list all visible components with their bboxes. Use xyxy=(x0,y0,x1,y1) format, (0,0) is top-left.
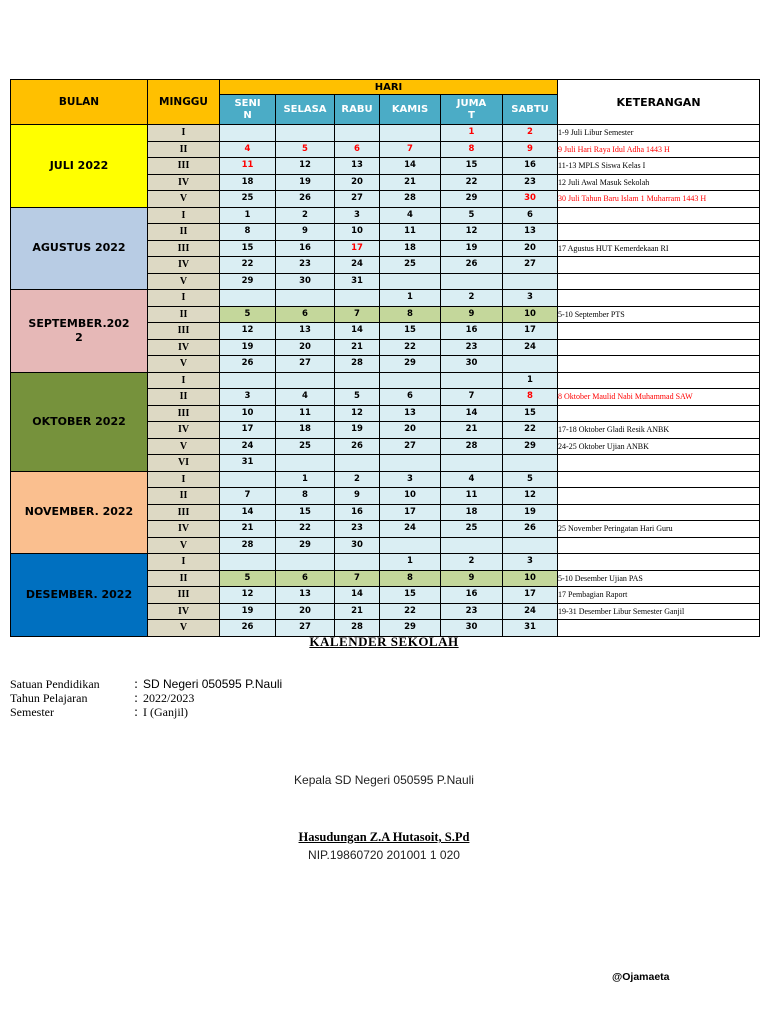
date-cell xyxy=(335,372,380,389)
date-cell: 3 xyxy=(335,207,380,224)
date-cell xyxy=(503,455,558,472)
date-cell: 18 xyxy=(220,174,276,191)
date-cell: 4 xyxy=(276,389,335,406)
satuan-value: SD Negeri 050595 P.Nauli xyxy=(143,677,283,691)
date-cell: 17 xyxy=(503,323,558,340)
note-cell: 25 November Peringatan Hari Guru xyxy=(558,521,760,538)
date-cell: 30 xyxy=(335,537,380,554)
date-cell: 19 xyxy=(276,174,335,191)
tahun-value: 2022/2023 xyxy=(143,691,195,705)
week-cell: II xyxy=(148,488,220,505)
week-cell: V xyxy=(148,356,220,373)
date-cell xyxy=(380,273,441,290)
date-cell: 1 xyxy=(276,471,335,488)
week-cell: II xyxy=(148,224,220,241)
date-cell xyxy=(380,372,441,389)
date-cell: 13 xyxy=(503,224,558,241)
note-cell xyxy=(558,471,760,488)
date-cell: 26 xyxy=(441,257,503,274)
date-cell: 2 xyxy=(503,125,558,142)
day-header: JUMA T xyxy=(441,95,503,125)
date-cell: 5 xyxy=(335,389,380,406)
date-cell: 22 xyxy=(220,257,276,274)
date-cell: 16 xyxy=(503,158,558,175)
note-cell: 24-25 Oktober Ujian ANBK xyxy=(558,438,760,455)
note-cell xyxy=(558,554,760,571)
date-cell: 25 xyxy=(380,257,441,274)
date-cell: 8 xyxy=(441,141,503,158)
date-cell xyxy=(441,455,503,472)
date-cell: 30 xyxy=(503,191,558,208)
week-cell: VI xyxy=(148,455,220,472)
date-cell: 30 xyxy=(276,273,335,290)
week-cell: III xyxy=(148,240,220,257)
date-cell: 4 xyxy=(380,207,441,224)
date-cell: 9 xyxy=(503,141,558,158)
date-cell: 4 xyxy=(220,141,276,158)
date-cell: 27 xyxy=(380,438,441,455)
date-cell: 8 xyxy=(220,224,276,241)
week-cell: I xyxy=(148,471,220,488)
date-cell: 12 xyxy=(441,224,503,241)
date-cell xyxy=(335,125,380,142)
date-cell: 30 xyxy=(441,356,503,373)
date-cell xyxy=(276,372,335,389)
week-cell: I xyxy=(148,290,220,307)
colon: : xyxy=(134,705,139,719)
week-cell: I xyxy=(148,554,220,571)
date-cell: 20 xyxy=(503,240,558,257)
week-cell: III xyxy=(148,323,220,340)
date-cell: 5 xyxy=(276,141,335,158)
note-cell xyxy=(558,207,760,224)
date-cell xyxy=(503,537,558,554)
date-cell: 18 xyxy=(441,504,503,521)
week-cell: I xyxy=(148,125,220,142)
date-cell: 27 xyxy=(335,191,380,208)
week-cell: IV xyxy=(148,603,220,620)
date-cell: 5 xyxy=(220,306,276,323)
week-cell: V xyxy=(148,273,220,290)
page-title xyxy=(0,634,768,650)
day-header: SELASA xyxy=(276,95,335,125)
minggu-header: MINGGU xyxy=(148,80,220,125)
date-cell: 10 xyxy=(220,405,276,422)
note-cell xyxy=(558,339,760,356)
date-cell: 16 xyxy=(441,587,503,604)
page-title-text: KALENDER SEKOLAH xyxy=(309,634,459,649)
colon: : xyxy=(134,691,139,705)
table-row xyxy=(11,125,760,142)
date-cell: 26 xyxy=(220,620,276,637)
satuan-label: Satuan Pendidikan xyxy=(10,677,100,691)
date-cell: 20 xyxy=(276,603,335,620)
date-cell: 19 xyxy=(220,603,276,620)
note-cell: 12 Juli Awal Masuk Sekolah xyxy=(558,174,760,191)
date-cell: 23 xyxy=(335,521,380,538)
date-cell: 17 xyxy=(220,422,276,439)
month-cell: NOVEMBER. 2022 xyxy=(11,471,148,554)
colon: : xyxy=(134,677,139,691)
date-cell xyxy=(380,537,441,554)
date-cell xyxy=(276,125,335,142)
date-cell: 16 xyxy=(276,240,335,257)
date-cell: 31 xyxy=(220,455,276,472)
date-cell: 2 xyxy=(441,554,503,571)
date-cell: 7 xyxy=(441,389,503,406)
date-cell: 25 xyxy=(441,521,503,538)
date-cell: 8 xyxy=(276,488,335,505)
date-cell: 26 xyxy=(335,438,380,455)
table-row xyxy=(11,554,760,571)
note-cell xyxy=(558,372,760,389)
date-cell: 15 xyxy=(503,405,558,422)
date-cell: 1 xyxy=(380,290,441,307)
date-cell: 16 xyxy=(441,323,503,340)
date-cell: 9 xyxy=(441,570,503,587)
week-cell: I xyxy=(148,207,220,224)
date-cell: 17 xyxy=(335,240,380,257)
date-cell xyxy=(380,125,441,142)
date-cell: 24 xyxy=(503,339,558,356)
date-cell: 30 xyxy=(441,620,503,637)
month-cell: DESEMBER. 2022 xyxy=(11,554,148,637)
date-cell: 14 xyxy=(335,587,380,604)
date-cell: 13 xyxy=(276,323,335,340)
date-cell: 5 xyxy=(503,471,558,488)
date-cell: 10 xyxy=(503,570,558,587)
date-cell: 1 xyxy=(220,207,276,224)
date-cell: 24 xyxy=(380,521,441,538)
date-cell: 6 xyxy=(380,389,441,406)
date-cell xyxy=(441,372,503,389)
note-cell: 9 Juli Hari Raya Idul Adha 1443 H xyxy=(558,141,760,158)
date-cell: 11 xyxy=(441,488,503,505)
date-cell: 29 xyxy=(220,273,276,290)
week-cell: IV xyxy=(148,257,220,274)
month-cell: OKTOBER 2022 xyxy=(11,372,148,471)
note-cell: 11-13 MPLS Siswa Kelas I xyxy=(558,158,760,175)
date-cell: 28 xyxy=(220,537,276,554)
week-cell: III xyxy=(148,504,220,521)
week-cell: V xyxy=(148,191,220,208)
tahun-label: Tahun Pelajaran xyxy=(10,691,88,705)
note-cell xyxy=(558,455,760,472)
day-header: RABU xyxy=(335,95,380,125)
date-cell xyxy=(441,273,503,290)
date-cell: 15 xyxy=(441,158,503,175)
date-cell: 1 xyxy=(503,372,558,389)
credit-text: @Ojamaeta xyxy=(612,971,670,983)
date-cell xyxy=(380,455,441,472)
date-cell: 11 xyxy=(380,224,441,241)
week-cell: IV xyxy=(148,174,220,191)
date-cell xyxy=(335,455,380,472)
note-cell xyxy=(558,290,760,307)
week-cell: V xyxy=(148,620,220,637)
note-cell xyxy=(558,323,760,340)
date-cell xyxy=(276,455,335,472)
date-cell: 4 xyxy=(441,471,503,488)
week-cell: IV xyxy=(148,422,220,439)
date-cell: 12 xyxy=(276,158,335,175)
note-cell: 8 Oktober Maulid Nabi Muhammad SAW xyxy=(558,389,760,406)
date-cell: 27 xyxy=(276,620,335,637)
date-cell: 11 xyxy=(276,405,335,422)
bulan-header: BULAN xyxy=(11,80,148,125)
date-cell: 7 xyxy=(380,141,441,158)
date-cell: 18 xyxy=(276,422,335,439)
week-cell: IV xyxy=(148,521,220,538)
date-cell: 26 xyxy=(276,191,335,208)
date-cell: 2 xyxy=(441,290,503,307)
week-cell: II xyxy=(148,306,220,323)
date-cell: 6 xyxy=(276,306,335,323)
table-row xyxy=(11,207,760,224)
date-cell: 31 xyxy=(335,273,380,290)
date-cell: 25 xyxy=(276,438,335,455)
date-cell xyxy=(220,372,276,389)
week-cell: II xyxy=(148,141,220,158)
date-cell: 31 xyxy=(503,620,558,637)
date-cell: 17 xyxy=(380,504,441,521)
date-cell: 11 xyxy=(220,158,276,175)
note-cell: 1-9 Juli Libur Semester xyxy=(558,125,760,142)
date-cell: 5 xyxy=(220,570,276,587)
date-cell: 14 xyxy=(380,158,441,175)
date-cell: 21 xyxy=(335,603,380,620)
date-cell: 12 xyxy=(503,488,558,505)
date-cell: 7 xyxy=(220,488,276,505)
date-cell: 8 xyxy=(503,389,558,406)
date-cell: 12 xyxy=(335,405,380,422)
date-cell: 15 xyxy=(276,504,335,521)
date-cell: 22 xyxy=(380,603,441,620)
week-cell: III xyxy=(148,405,220,422)
date-cell xyxy=(441,537,503,554)
date-cell: 18 xyxy=(380,240,441,257)
week-cell: I xyxy=(148,372,220,389)
date-cell: 10 xyxy=(503,306,558,323)
date-cell: 22 xyxy=(276,521,335,538)
date-cell: 14 xyxy=(220,504,276,521)
date-cell: 27 xyxy=(276,356,335,373)
week-cell: III xyxy=(148,158,220,175)
date-cell: 9 xyxy=(335,488,380,505)
date-cell: 27 xyxy=(503,257,558,274)
note-cell: 5-10 September PTS xyxy=(558,306,760,323)
date-cell: 19 xyxy=(335,422,380,439)
date-cell: 21 xyxy=(380,174,441,191)
date-cell: 24 xyxy=(220,438,276,455)
date-cell: 8 xyxy=(380,570,441,587)
date-cell: 29 xyxy=(380,620,441,637)
week-cell: V xyxy=(148,438,220,455)
note-cell xyxy=(558,356,760,373)
note-cell: 5-10 Desember Ujian PAS xyxy=(558,570,760,587)
date-cell: 10 xyxy=(380,488,441,505)
date-cell: 21 xyxy=(441,422,503,439)
date-cell: 14 xyxy=(335,323,380,340)
table-row xyxy=(11,290,760,307)
date-cell: 28 xyxy=(380,191,441,208)
date-cell: 15 xyxy=(380,587,441,604)
date-cell xyxy=(220,125,276,142)
date-cell: 22 xyxy=(503,422,558,439)
note-cell xyxy=(558,488,760,505)
date-cell: 23 xyxy=(503,174,558,191)
semester-label: Semester xyxy=(10,705,54,719)
date-cell xyxy=(220,471,276,488)
date-cell: 3 xyxy=(380,471,441,488)
note-cell: 17 Pembagian Raport xyxy=(558,587,760,604)
week-cell: III xyxy=(148,587,220,604)
date-cell: 1 xyxy=(441,125,503,142)
date-cell: 22 xyxy=(441,174,503,191)
date-cell: 24 xyxy=(335,257,380,274)
date-cell: 3 xyxy=(503,290,558,307)
day-header: KAMIS xyxy=(380,95,441,125)
date-cell: 7 xyxy=(335,306,380,323)
date-cell xyxy=(220,554,276,571)
date-cell xyxy=(503,273,558,290)
date-cell: 13 xyxy=(276,587,335,604)
date-cell: 13 xyxy=(380,405,441,422)
date-cell: 22 xyxy=(380,339,441,356)
date-cell: 29 xyxy=(276,537,335,554)
date-cell xyxy=(335,290,380,307)
date-cell: 19 xyxy=(220,339,276,356)
date-cell: 28 xyxy=(441,438,503,455)
week-cell: II xyxy=(148,570,220,587)
note-cell xyxy=(558,257,760,274)
date-cell: 20 xyxy=(276,339,335,356)
date-cell: 29 xyxy=(380,356,441,373)
month-cell: AGUSTUS 2022 xyxy=(11,207,148,290)
day-header: SENI N xyxy=(220,95,276,125)
date-cell: 19 xyxy=(503,504,558,521)
note-cell: 17 Agustus HUT Kemerdekaan RI xyxy=(558,240,760,257)
date-cell: 10 xyxy=(335,224,380,241)
date-cell: 20 xyxy=(380,422,441,439)
date-cell: 6 xyxy=(276,570,335,587)
day-header: SABTU xyxy=(503,95,558,125)
month-cell: JULI 2022 xyxy=(11,125,148,208)
date-cell: 13 xyxy=(335,158,380,175)
note-cell xyxy=(558,405,760,422)
date-cell: 2 xyxy=(335,471,380,488)
keterangan-header: KETERANGAN xyxy=(558,80,760,125)
table-row xyxy=(11,471,760,488)
note-cell xyxy=(558,273,760,290)
date-cell: 14 xyxy=(441,405,503,422)
date-cell: 8 xyxy=(380,306,441,323)
headmaster-title: Kepala SD Negeri 050595 P.Nauli xyxy=(294,773,474,787)
date-cell xyxy=(503,356,558,373)
date-cell: 7 xyxy=(335,570,380,587)
date-cell: 2 xyxy=(276,207,335,224)
date-cell: 19 xyxy=(441,240,503,257)
note-cell: 30 Juli Tahun Baru Islam 1 Muharram 1443 H xyxy=(558,191,760,208)
date-cell: 9 xyxy=(276,224,335,241)
month-cell: SEPTEMBER.202 2 xyxy=(11,290,148,373)
date-cell: 24 xyxy=(503,603,558,620)
note-cell xyxy=(558,537,760,554)
table-row xyxy=(11,372,760,389)
date-cell: 5 xyxy=(441,207,503,224)
headmaster-nip: NIP.19860720 201001 1 020 xyxy=(308,848,460,862)
date-cell xyxy=(220,290,276,307)
date-cell: 9 xyxy=(441,306,503,323)
date-cell: 15 xyxy=(380,323,441,340)
date-cell: 6 xyxy=(335,141,380,158)
date-cell: 1 xyxy=(380,554,441,571)
school-calendar-table xyxy=(10,79,760,637)
date-cell: 20 xyxy=(335,174,380,191)
date-cell: 26 xyxy=(220,356,276,373)
date-cell: 3 xyxy=(503,554,558,571)
week-cell: V xyxy=(148,537,220,554)
date-cell: 21 xyxy=(220,521,276,538)
date-cell: 16 xyxy=(335,504,380,521)
date-cell: 21 xyxy=(335,339,380,356)
date-cell: 15 xyxy=(220,240,276,257)
date-cell: 28 xyxy=(335,356,380,373)
note-cell: 19-31 Desember Libur Semester Ganjil xyxy=(558,603,760,620)
headmaster-name: Hasudungan Z.A Hutasoit, S.Pd xyxy=(298,830,470,844)
date-cell xyxy=(276,290,335,307)
note-cell xyxy=(558,504,760,521)
note-cell: 17-18 Oktober Gladi Resik ANBK xyxy=(558,422,760,439)
week-cell: II xyxy=(148,389,220,406)
date-cell: 25 xyxy=(220,191,276,208)
date-cell: 12 xyxy=(220,587,276,604)
date-cell: 29 xyxy=(441,191,503,208)
date-cell: 23 xyxy=(441,339,503,356)
note-cell xyxy=(558,224,760,241)
hari-header: HARI xyxy=(220,80,558,95)
date-cell: 23 xyxy=(276,257,335,274)
date-cell: 12 xyxy=(220,323,276,340)
week-cell: IV xyxy=(148,339,220,356)
date-cell: 6 xyxy=(503,207,558,224)
date-cell: 3 xyxy=(220,389,276,406)
date-cell xyxy=(276,554,335,571)
date-cell: 29 xyxy=(503,438,558,455)
semester-value: I (Ganjil) xyxy=(143,705,188,719)
date-cell: 23 xyxy=(441,603,503,620)
date-cell xyxy=(335,554,380,571)
date-cell: 17 xyxy=(503,587,558,604)
date-cell: 26 xyxy=(503,521,558,538)
date-cell: 28 xyxy=(335,620,380,637)
